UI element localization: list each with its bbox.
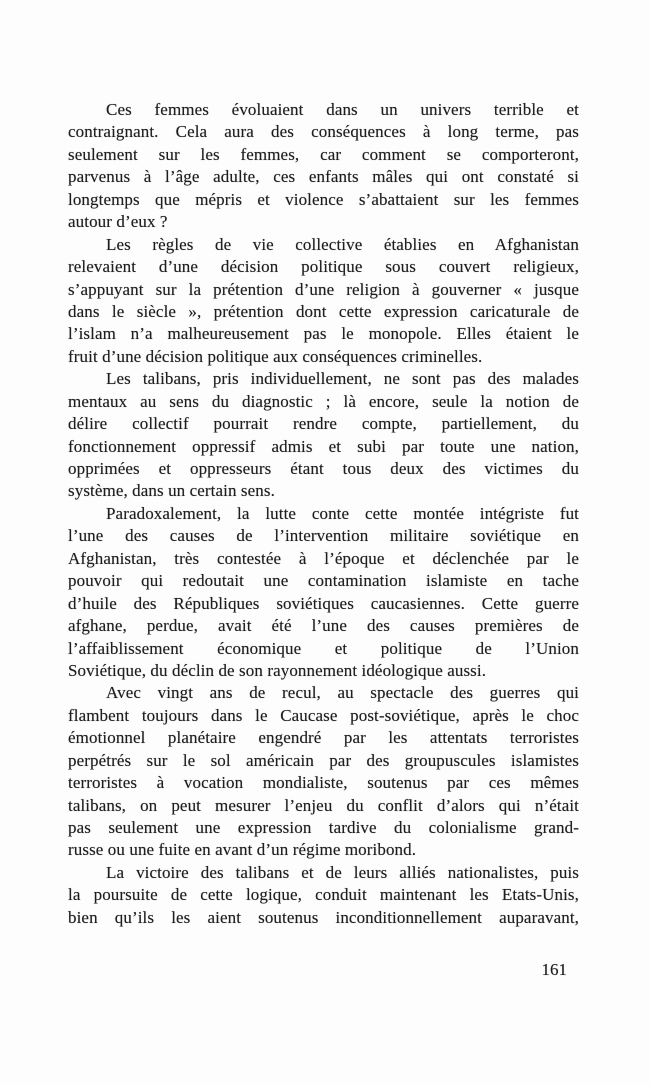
text-line: fonctionnement oppressif admis et subi par toute une nation, (68, 436, 579, 456)
text-line: l’une des causes de l’intervention militaire soviétique en (68, 526, 579, 546)
paragraph (68, 99, 579, 234)
text-line: contraignant. Cela aura des conséquences à long terme, pas (68, 122, 579, 142)
text-line: mentaux au sens du diagnostic ; là encore, seule la notion de (68, 391, 579, 411)
text-line: bien qu’ils les aient soutenus inconditionnellement auparavant, (68, 907, 579, 927)
text-block (68, 99, 579, 929)
text-line: pouvoir qui redoutait une contamination islamiste en tache (68, 571, 579, 591)
text-line: Les règles de vie collective établies en Afghanistan (106, 234, 579, 254)
text-line: dans le siècle », prétention dont cette expression caricaturale de (68, 301, 579, 321)
paragraph (68, 368, 579, 503)
text-line: d’huile des Républiques soviétiques caucasiennes. Cette guerre (68, 593, 579, 613)
text-line: Afghanistan, très contestée à l’époque et déclenchée par le (68, 548, 579, 568)
text-line: La victoire des talibans et de leurs alliés nationalistes, puis (106, 862, 579, 882)
text-line: émotionnel planétaire engendré par les attentats terroristes (68, 728, 579, 748)
text-line: terroristes à vocation mondialiste, soutenus par ces mêmes (68, 773, 579, 793)
text-line: l’affaiblissement économique et politique de l’Union (68, 638, 579, 658)
text-line: pas seulement une expression tardive du colonialisme grand- (68, 818, 579, 837)
text-line: Paradoxalement, la lutte conte cette montée intégriste fut (106, 503, 579, 523)
text-line: l’islam n’a malheureusement pas le monopole. Elles étaient le (68, 324, 579, 344)
text-line: flambent toujours dans le Caucase post-soviétique, après le choc (68, 705, 579, 725)
text-line: russe ou une fuite en avant d’un régime moribond. (68, 840, 417, 860)
text-line: opprimées et oppresseurs étant tous deux des victimes du (68, 459, 579, 478)
paragraph (68, 234, 579, 369)
text-line: relevaient d’une décision politique sous couvert religieux, (68, 257, 579, 277)
text-line: talibans, on peut mesurer l’enjeu du conflit d’alors qui n’était (68, 795, 579, 815)
page-number: 161 (541, 960, 567, 979)
text-line: Soviétique, du déclin de son rayonnement idéologique aussi. (68, 660, 487, 680)
text-line: seulement sur les femmes, car comment se comporteront, (68, 144, 579, 164)
paragraph (68, 503, 579, 683)
text-line: système, dans un certain sens. (68, 481, 275, 501)
paragraph (68, 862, 579, 929)
text-line: perpétrés sur le sol américain par des groupuscules islamistes (68, 750, 579, 770)
text-line: longtemps que mépris et violence s’abattaient sur les femmes (68, 189, 579, 209)
text-line: afghane, perdue, avait été l’une des causes premières de (68, 616, 579, 636)
text-line: Ces femmes évoluaient dans un univers terrible et (106, 100, 579, 119)
text-line: autour d’eux ? (68, 212, 168, 232)
text-line: s’appuyant sur la prétention d’une religion à gouverner « jusque (68, 279, 579, 299)
paragraph (68, 682, 579, 862)
text-line: parvenus à l’âge adulte, ces enfants mâles qui ont constaté si (68, 167, 579, 187)
text-line: Avec vingt ans de recul, au spectacle des guerres qui (106, 683, 579, 703)
text-line: la poursuite de cette logique, conduit maintenant les Etats-Unis, (68, 885, 579, 905)
text-line: fruit d’une décision politique aux conséquences criminelles. (68, 346, 483, 366)
text-line: Les talibans, pris individuellement, ne sont pas des malades (106, 369, 579, 389)
text-line: délire collectif pourrait rendre compte, partiellement, du (68, 414, 579, 434)
